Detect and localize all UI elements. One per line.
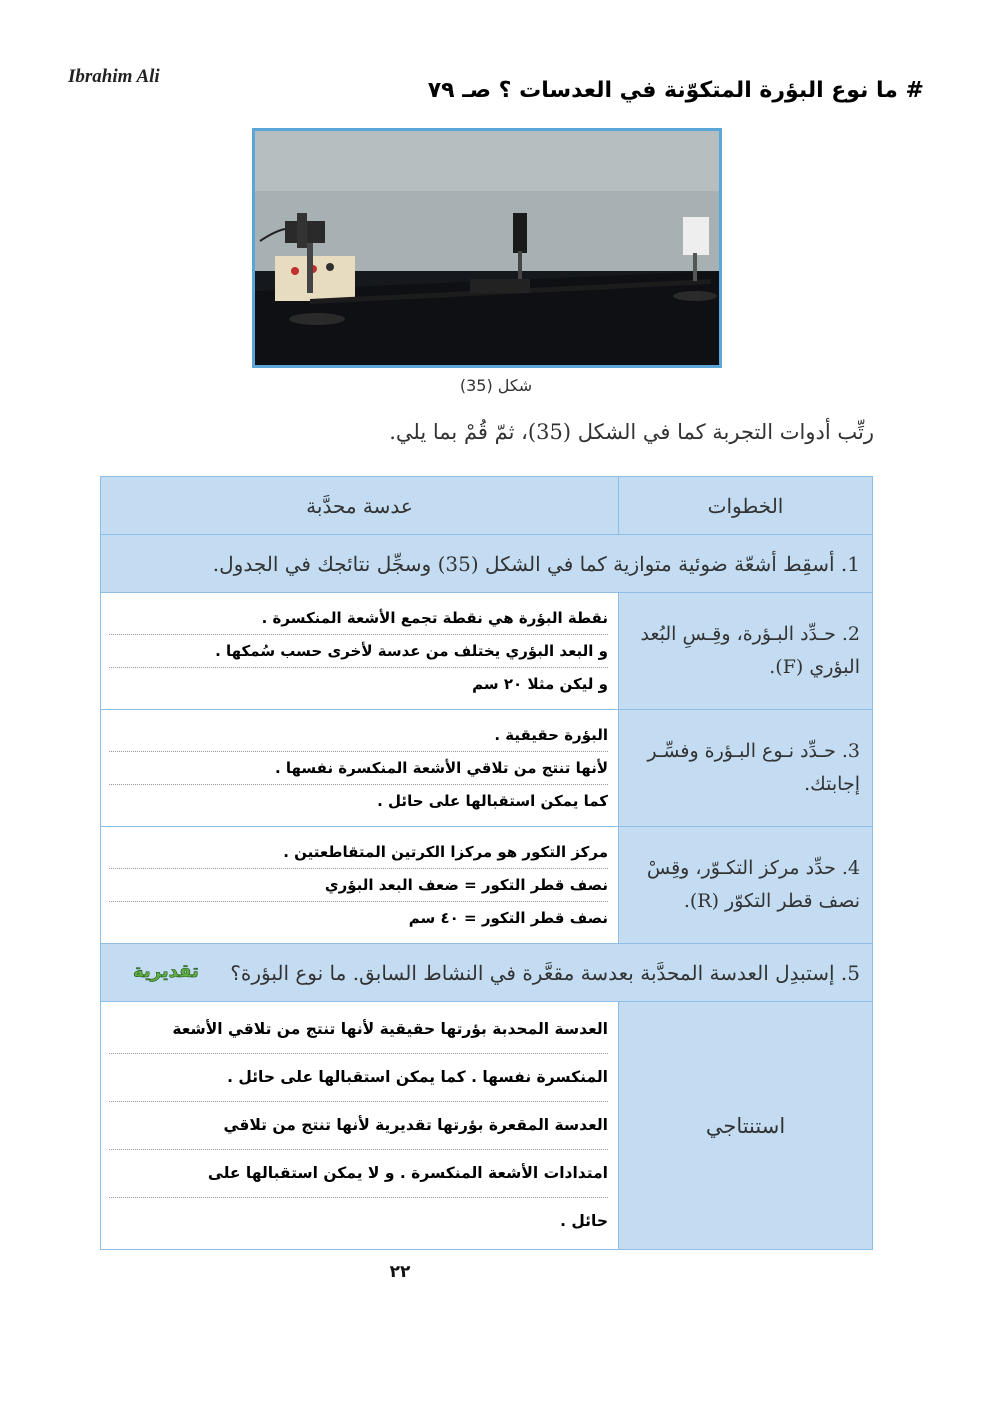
table-header-row — [101, 477, 873, 535]
instruction-text: رتِّب أدوات التجربة كما في الشكل (35)، ثمّ قُمْ بما يلي. — [389, 420, 874, 444]
table-row — [101, 710, 873, 827]
page-number: ٢٢ — [389, 1262, 411, 1282]
answer-line: امتدادات الأشعة المنكسرة . و لا يمكن استقبالها على — [109, 1150, 608, 1198]
figure-caption: شكل (35) — [459, 376, 533, 395]
table-row — [101, 944, 873, 1002]
step-5-answer-badge: تقديرية — [133, 960, 199, 982]
step-4-answer — [101, 827, 619, 944]
step-3-answer — [101, 710, 619, 827]
answer-line: حائل . — [560, 1212, 608, 1230]
page-title: # ما نوع البؤرة المتكوّنة في العدسات ؟ صـ ٧٩ — [427, 78, 924, 103]
conclusion-label: استنتاجي — [619, 1002, 873, 1250]
table-row — [101, 535, 873, 593]
answer-line: نصف قطر التكور = ٤٠ سم — [408, 909, 608, 927]
step-2-text: 2. حـدِّد البـؤرة، وقِـسِ البُعد البؤري (F). — [619, 593, 873, 710]
column-header-convex-lens: عدسة محدَّبة — [101, 477, 619, 535]
answer-line: نقطة البؤرة هي نقطة تجمع الأشعة المنكسرة . — [109, 602, 608, 635]
answer-line: نصف قطر التكور = ضعف البعد البؤري — [109, 869, 608, 902]
step-5-cell — [101, 944, 873, 1002]
step-1-text: 1. أسقِط أشعّة ضوئية متوازية كما في الشكل (35) وسجِّل نتائجك في الجدول. — [101, 535, 873, 593]
answer-line: و ليكن مثلا ٢٠ سم — [472, 675, 608, 693]
step-5-text: 5. إستبدِل العدسة المحدَّبة بعدسة مقعَّرة في النشاط السابق. ما نوع البؤرة؟ — [230, 960, 860, 985]
conclusion-answer — [101, 1002, 619, 1250]
answer-line: البؤرة حقيقية . — [109, 719, 608, 752]
answer-line: لأنها تنتج من تلاقي الأشعة المنكسرة نفسها . — [109, 752, 608, 785]
answer-line: العدسة المحدبة بؤرتها حقيقية لأنها تنتج من تلاقي الأشعة — [109, 1006, 608, 1054]
optical-bench-image — [255, 131, 719, 365]
step-2-answer — [101, 593, 619, 710]
answer-line: و البعد البؤري يختلف من عدسة لأخرى حسب سُمكها . — [109, 635, 608, 668]
answer-line: مركز التكور هو مركزا الكرتين المتقاطعتين . — [109, 836, 608, 869]
step-3-text: 3. حـدِّد نـوع البـؤرة وفسِّـر إجابتك. — [619, 710, 873, 827]
answer-line: العدسة المقعرة بؤرتها تقديرية لأنها تنتج من تلاقي — [109, 1102, 608, 1150]
table-row — [101, 1002, 873, 1250]
author-name: Ibrahim Ali — [68, 66, 160, 87]
step-4-text: 4. حدِّد مركز التكـوّر، وقِسْ نصف قطر التكوّر (R). — [619, 827, 873, 944]
answer-line: كما يمكن استقبالها على حائل . — [377, 792, 608, 810]
table-row — [101, 593, 873, 710]
experiment-photo — [252, 128, 722, 368]
table-row — [101, 827, 873, 944]
steps-table — [100, 476, 873, 1250]
column-header-steps: الخطوات — [619, 477, 873, 535]
answer-line: المنكسرة نفسها . كما يمكن استقبالها على حائل . — [109, 1054, 608, 1102]
